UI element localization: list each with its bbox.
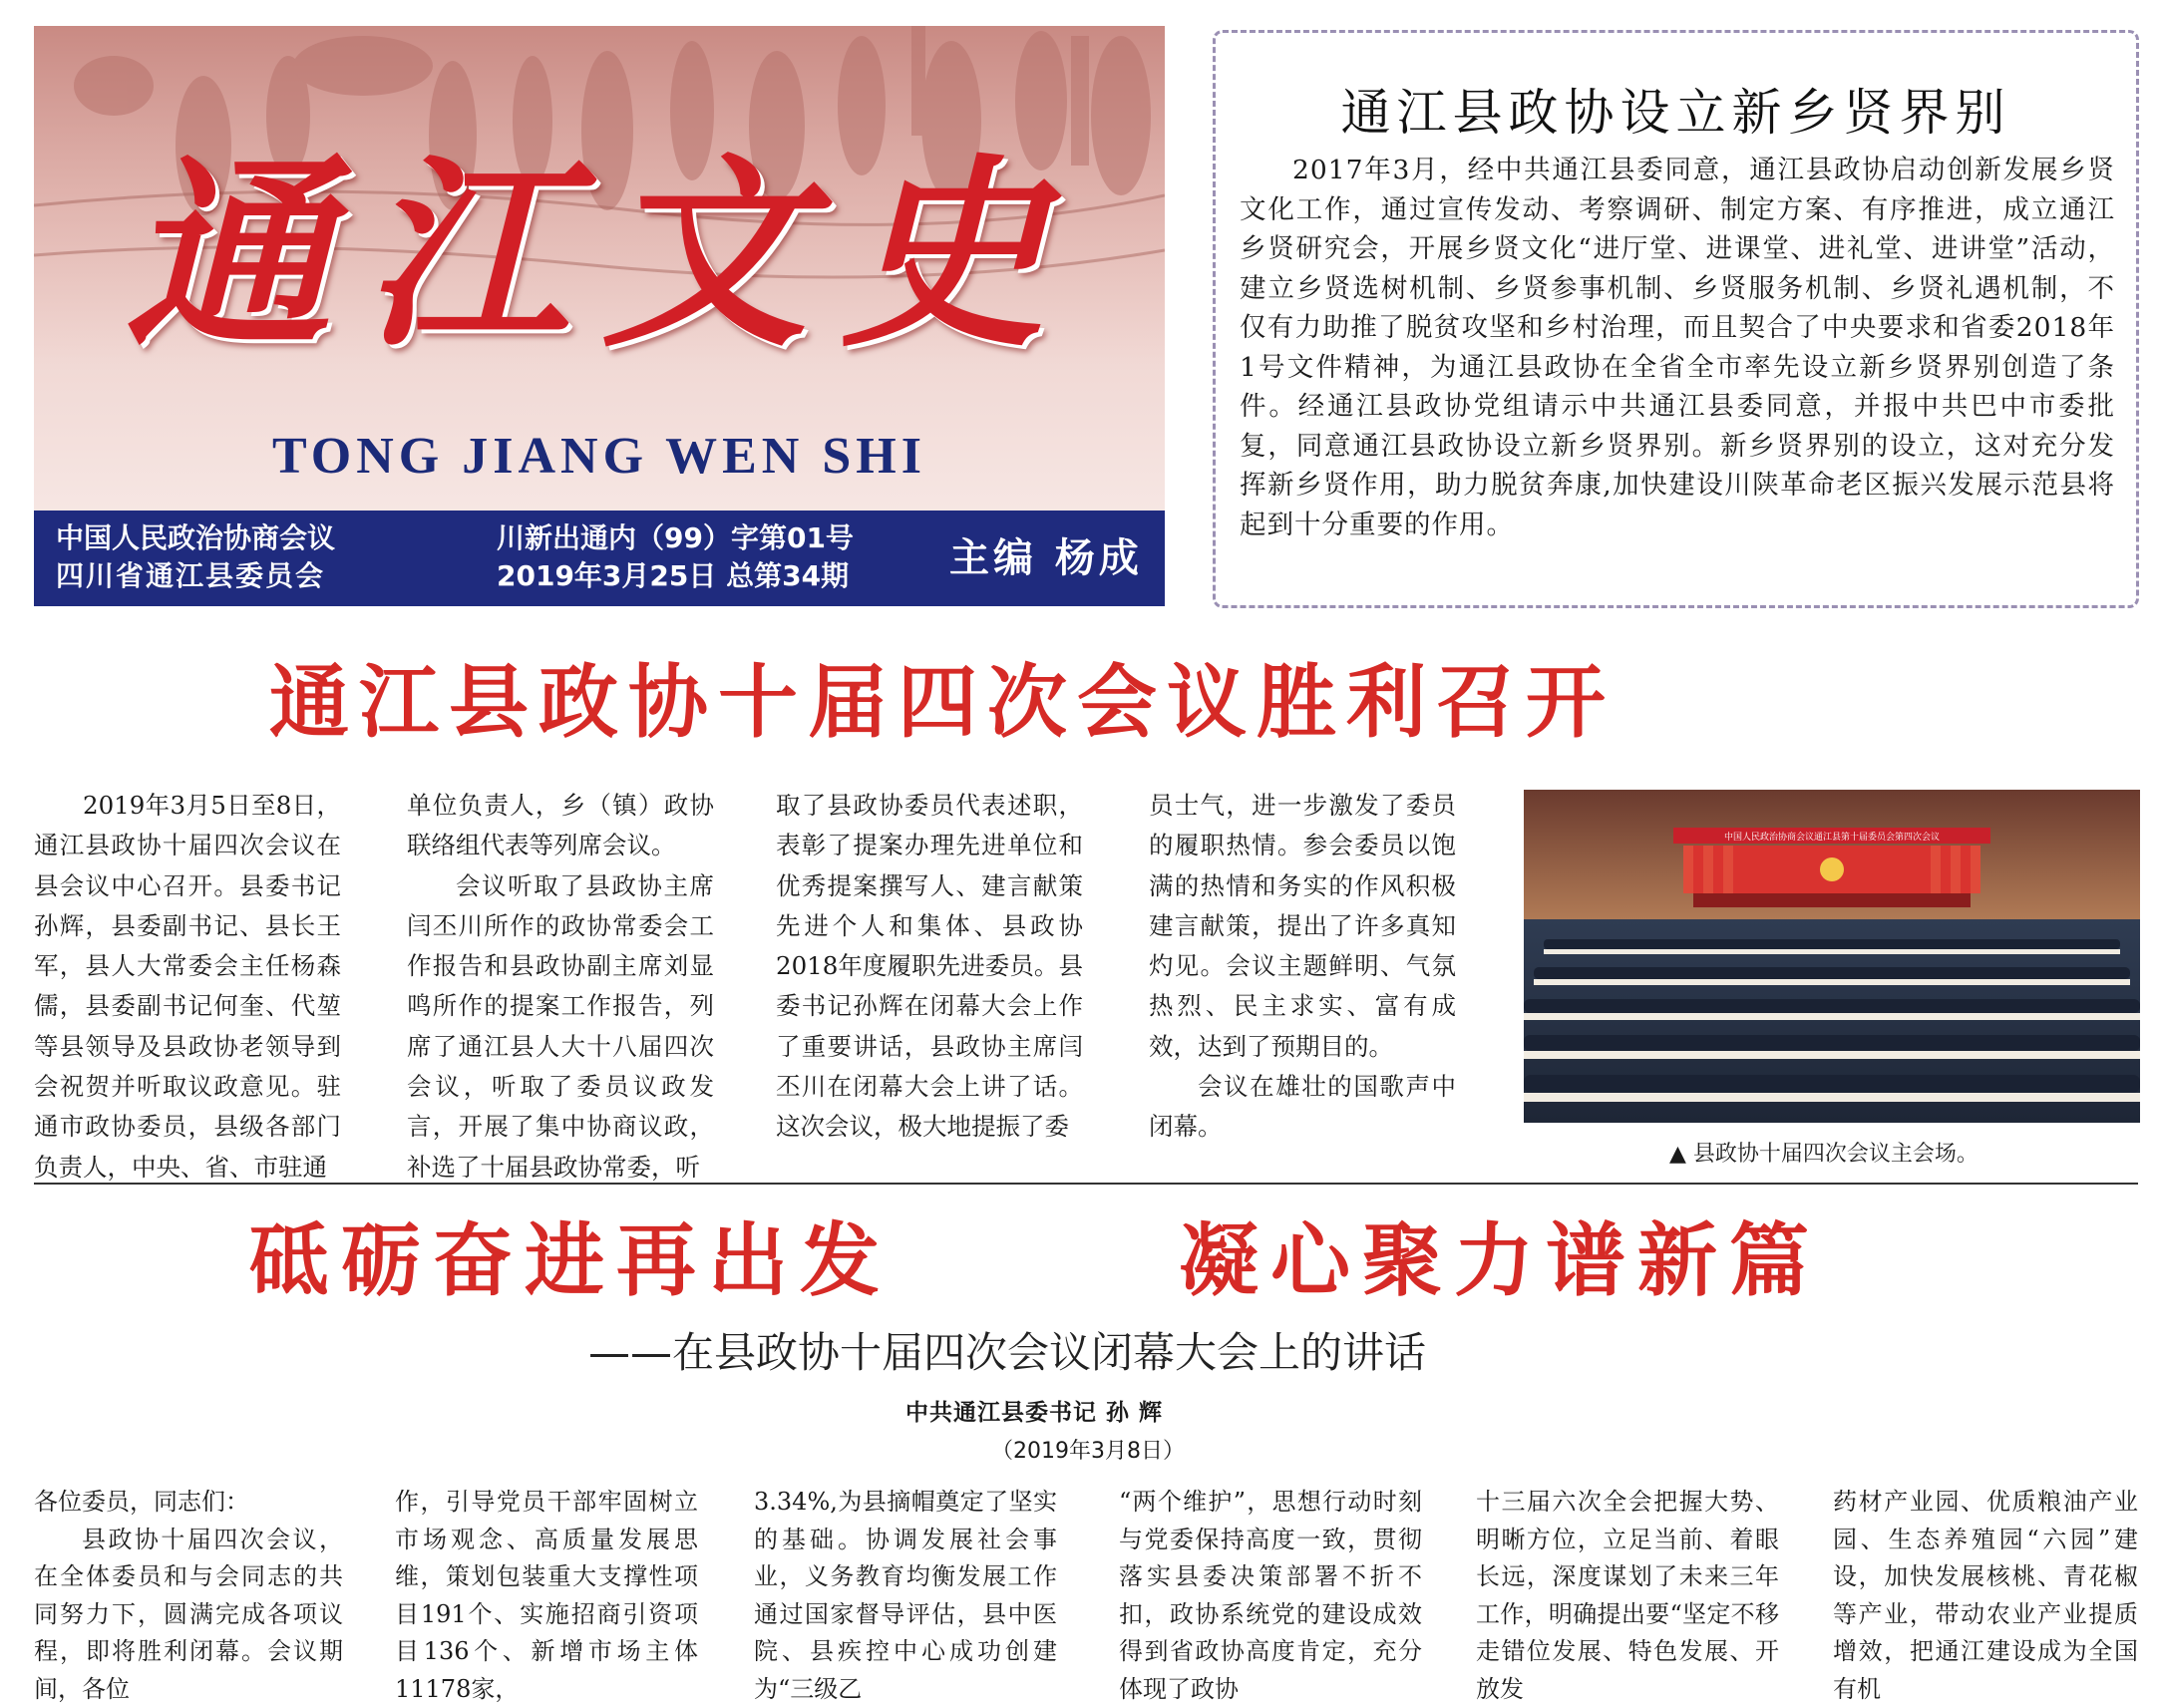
- article1-headline: 通江县政协十届四次会议胜利召开: [269, 648, 1616, 758]
- org-line-2: 四川省通江县委员会: [56, 556, 325, 596]
- article2-col2-text: 作，引导党员干部牢固树立市场观念、高质量发展思维，策划包装重大支撑性项目191个、实施招商引资项目136个、新增市场主体11178家，: [395, 1484, 698, 1708]
- article2-date: （2019年3月8日）: [991, 1434, 1185, 1465]
- masthead-title: 通江文史: [126, 116, 1143, 395]
- article2-col1-text-a: 各位委员，同志们：: [34, 1484, 343, 1522]
- article2-col6-text: 药材产业园、优质粮油产业园、生态养殖园“六园”建设，加快发展核桃、青花椒等产业，带动农业产业提质增效，把通江建设成为全国有机: [1833, 1484, 2138, 1708]
- article1-col4-text-a: 员士气，进一步激发了委员的履职热情。参会委员以饱满的热情和务实的作风积极建言献策，提出了许多真知灼见。会议主题鲜明、气氛热烈、民主求实、富有成效，达到了预期目的。: [1149, 786, 1456, 1067]
- photo-caption: ▲ 县政协十届四次会议主会场。: [1669, 1137, 1979, 1168]
- masthead: [34, 26, 1165, 511]
- article1-col2-text-a: 单位负责人，乡（镇）政协联络组代表等列席会议。: [407, 786, 714, 866]
- article2-col1-text-b: 县政协十届四次会议，在全体委员和与会同志的共同努力下，圆满完成各项议程，即将胜利闭幕。会议期间，各位: [34, 1522, 343, 1708]
- notice-box: [1213, 30, 2139, 608]
- article2-column-5: [1476, 1484, 1779, 1708]
- article1-col2-text-b: 会议听取了县政协主席闫丕川所作的政协常委会工作报告和县政协副主席刘显鸣所作的提案工作报告，列席了通江县人大十八届四次会议，听取了委员议政发言，开展了集中协商议政，补选了十届县政协常委，听: [407, 866, 714, 1188]
- photo-banner-text: 中国人民政治协商会议通江县第十届委员会第四次会议: [1724, 831, 1940, 843]
- article2-column-1: [34, 1484, 343, 1708]
- meeting-hall-photo: [1524, 790, 2140, 1123]
- article2-byline: 中共通江县委书记 孙 辉: [905, 1394, 1163, 1427]
- article1-col4-text-b: 会议在雄壮的国歌声中闭幕。: [1149, 1067, 1456, 1148]
- org-line-1: 中国人民政治协商会议: [56, 518, 335, 558]
- article1-col1-text: 2019年3月5日至8日，通江县政协十届四次会议在县会议中心召开。县委书记孙辉，县委副书记、县长王军，县人大常委会主任杨森儒，县委副书记何奎、代堃等县领导及县政协老领导到会祝贺并听取议政意见。驻通市政协委员，县级各部门负责人，中央、省、市驻通: [34, 786, 341, 1188]
- article2-column-4: [1119, 1484, 1422, 1708]
- issue-date: 2019年3月25日 总第34期: [497, 556, 849, 596]
- article1-col3-text: 取了县政协委员代表述职，表彰了提案办理先进单位和优秀提案撰写人、建言献策先进个人和集体、县政协2018年度履职先进委员。县委书记孙辉在闭幕大会上作了重要讲话，县政协主席闫丕川在闭幕大会上讲了话。这次会议，极大地提振了委: [776, 786, 1083, 1148]
- masthead-info-bar: [34, 511, 1165, 606]
- masthead-pinyin: TONG JIANG WEN SHI: [34, 427, 1165, 486]
- article2-headline-left: 砥砺奋进再出发: [249, 1206, 892, 1316]
- notice-body: 2017年3月，经中共通江县委同意，通江县政协启动创新发展乡贤文化工作，通过宣传发动、考察调研、制定方案、有序推进，成立通江乡贤研究会，开展乡贤文化“进厅堂、进课堂、进礼堂、进讲堂”活动，建立乡贤选树机制、乡贤参事机制、乡贤服务机制、乡贤礼遇机制，不仅有力助推了脱贫攻坚和乡村治理，而且契合了中央要求和省委2018年1号文件精神，为通江县政协在全省全市率先设立新乡贤界别创造了条件。经通江县政协党组请示中共通江县委同意，并报中共巴中市委批复，同意通江县政协设立新乡贤界别。新乡贤界别的设立，这对充分发挥新乡贤作用，助力脱贫奔康,加快建设川陕革命老区振兴发展示范县将起到十分重要的作用。: [1240, 151, 2115, 544]
- article2-headline-right: 凝心聚力谱新篇: [1179, 1206, 1821, 1316]
- article2-col5-text: 十三届六次全会把握大势、明晰方位，立足当前、着眼长远，深度谋划了未来三年工作，明确提出要“坚定不移走错位发展、特色发展、开放发: [1476, 1484, 1779, 1708]
- article1-column-1: [34, 786, 341, 1188]
- chief-editor: 主编 杨成: [949, 511, 1143, 606]
- article2-subheadline: ——在县政协十届四次会议闭幕大会上的讲话: [588, 1320, 1426, 1380]
- notice-title: 通江县政协设立新乡贤界别: [1216, 73, 2136, 145]
- article1-column-2: [407, 786, 714, 1188]
- article2-column-6: [1833, 1484, 2138, 1708]
- article1-column-4: [1149, 786, 1456, 1148]
- publication-number: 川新出通内（99）字第01号: [497, 518, 854, 558]
- article2-column-2: [395, 1484, 698, 1708]
- article1-column-3: [776, 786, 1083, 1148]
- section-divider: [34, 1183, 2138, 1185]
- article2-column-3: [754, 1484, 1057, 1708]
- article2-col4-text: “两个维护”，思想行动时刻与党委保持高度一致，贯彻落实县委决策部署不折不扣，政协系统党的建设成效得到省政协高度肯定，充分体现了政协: [1119, 1484, 1422, 1708]
- article2-col3-text: 3.34%,为县摘帽奠定了坚实的基础。协调发展社会事业，义务教育均衡发展工作通过国家督导评估，县中医院、县疾控中心成功创建为“三级乙: [754, 1484, 1057, 1708]
